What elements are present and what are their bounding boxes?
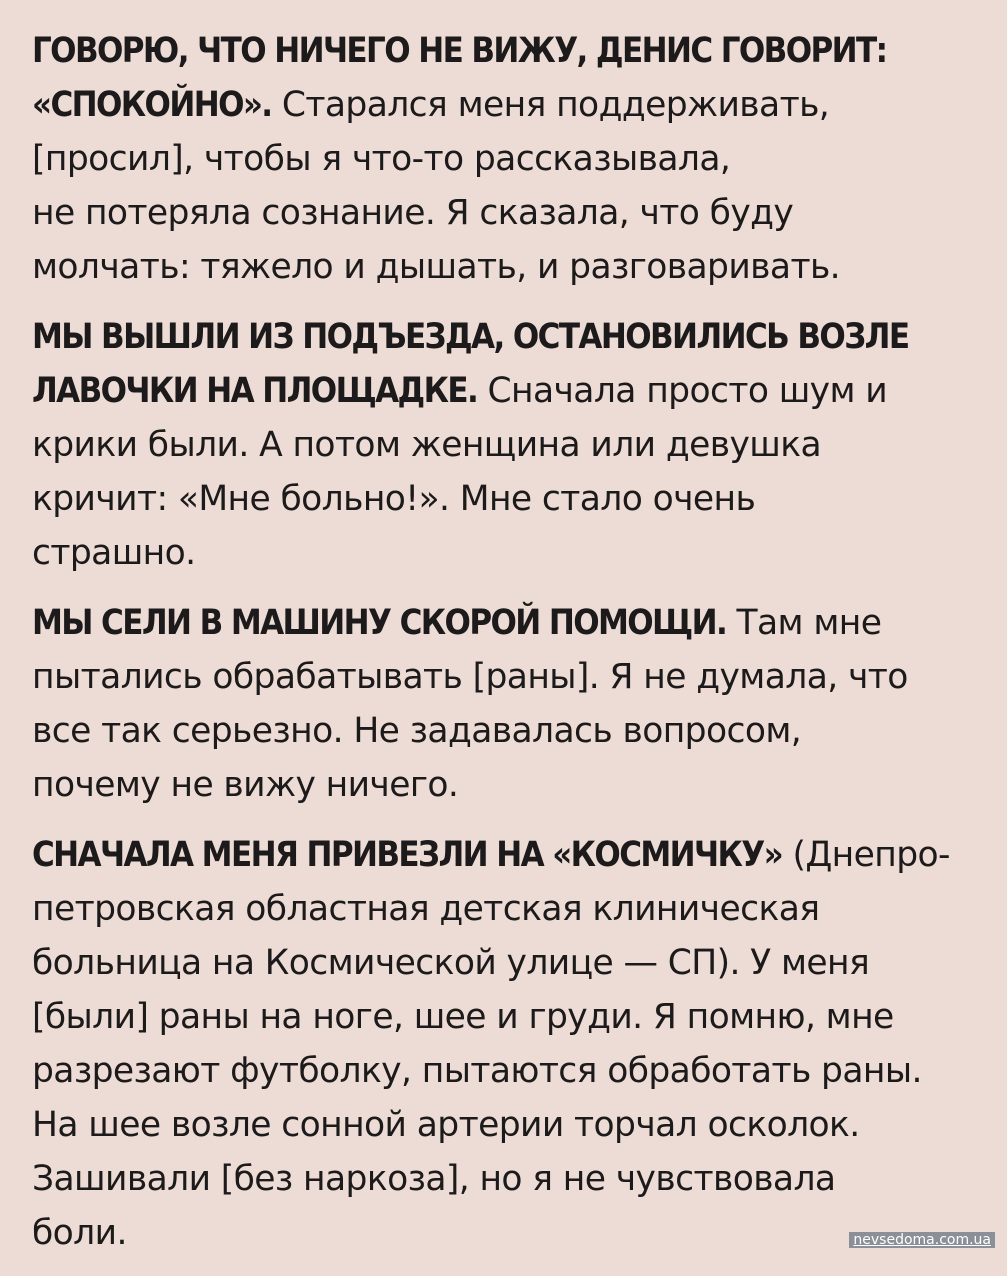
paragraph-1 bbox=[32, 24, 972, 294]
paragraph-line: молчать: тяжело и дышать, и разговаривать. bbox=[32, 247, 841, 287]
paragraph-line: все так серьезно. Не задавалась вопросом, bbox=[32, 711, 802, 751]
paragraph-text: Сначала просто шум и bbox=[477, 371, 888, 411]
watermark: nevsedoma.com.ua bbox=[849, 1232, 995, 1248]
paragraph-lead: ГОВОРЮ, ЧТО НИЧЕГО НЕ ВИЖУ, ДЕНИС ГОВОРИТ: bbox=[32, 31, 887, 71]
paragraph-line: разрезают футболку, пытаются обработать раны. bbox=[32, 1051, 922, 1091]
paragraph-2 bbox=[32, 310, 972, 580]
paragraph-line bbox=[32, 24, 972, 78]
paragraph-line: пытались обрабатывать [раны]. Я не думала, что bbox=[32, 657, 908, 697]
paragraph-lead: МЫ СЕЛИ В МАШИНУ СКОРОЙ ПОМОЩИ. bbox=[32, 603, 727, 643]
paragraph-lead: «СПОКОЙНО». bbox=[32, 85, 272, 125]
paragraph-lead: МЫ ВЫШЛИ ИЗ ПОДЪЕЗДА, ОСТАНОВИЛИСЬ ВОЗЛЕ bbox=[32, 317, 909, 357]
paragraph-line: На шее возле сонной артерии торчал осколок. bbox=[32, 1105, 860, 1145]
paragraph-line: страшно. bbox=[32, 533, 196, 573]
paragraph-line bbox=[32, 310, 972, 364]
paragraph-line bbox=[32, 596, 972, 650]
article-text bbox=[32, 24, 972, 1276]
paragraph-line: крики были. А потом женщина или девушка bbox=[32, 425, 822, 465]
paragraph-line: Зашивали [без наркоза], но я не чувствовала bbox=[32, 1159, 836, 1199]
paragraph-lead: СНАЧАЛА МЕНЯ ПРИВЕЗЛИ НА «КОСМИЧКУ» bbox=[32, 835, 783, 875]
paragraph-line: кричит: «Мне больно!». Мне стало очень bbox=[32, 479, 756, 519]
paragraph-line bbox=[32, 78, 972, 132]
paragraph-line: [просил], чтобы я что-то рассказывала, bbox=[32, 139, 731, 179]
paragraph-line: не потеряла сознание. Я сказала, что буду bbox=[32, 193, 794, 233]
paragraph-3 bbox=[32, 596, 972, 812]
paragraph-text: Старался меня поддерживать, bbox=[271, 85, 830, 125]
paragraph-line bbox=[32, 828, 972, 882]
paragraph-4 bbox=[32, 828, 972, 1260]
paragraph-line bbox=[32, 364, 972, 418]
paragraph-line: боли. bbox=[32, 1213, 127, 1253]
paragraph-line: почему не вижу ничего. bbox=[32, 765, 459, 805]
paragraph-text: Там мне bbox=[726, 603, 882, 643]
paragraph-text: (Днепро- bbox=[782, 835, 950, 875]
paragraph-line: петровская областная детская клиническая bbox=[32, 889, 820, 929]
paragraph-lead: ЛАВОЧКИ НА ПЛОЩАДКЕ. bbox=[32, 371, 478, 411]
paragraph-line: больница на Космической улице — СП). У меня bbox=[32, 943, 870, 983]
paragraph-line: [были] раны на ноге, шее и груди. Я помню, мне bbox=[32, 997, 894, 1037]
